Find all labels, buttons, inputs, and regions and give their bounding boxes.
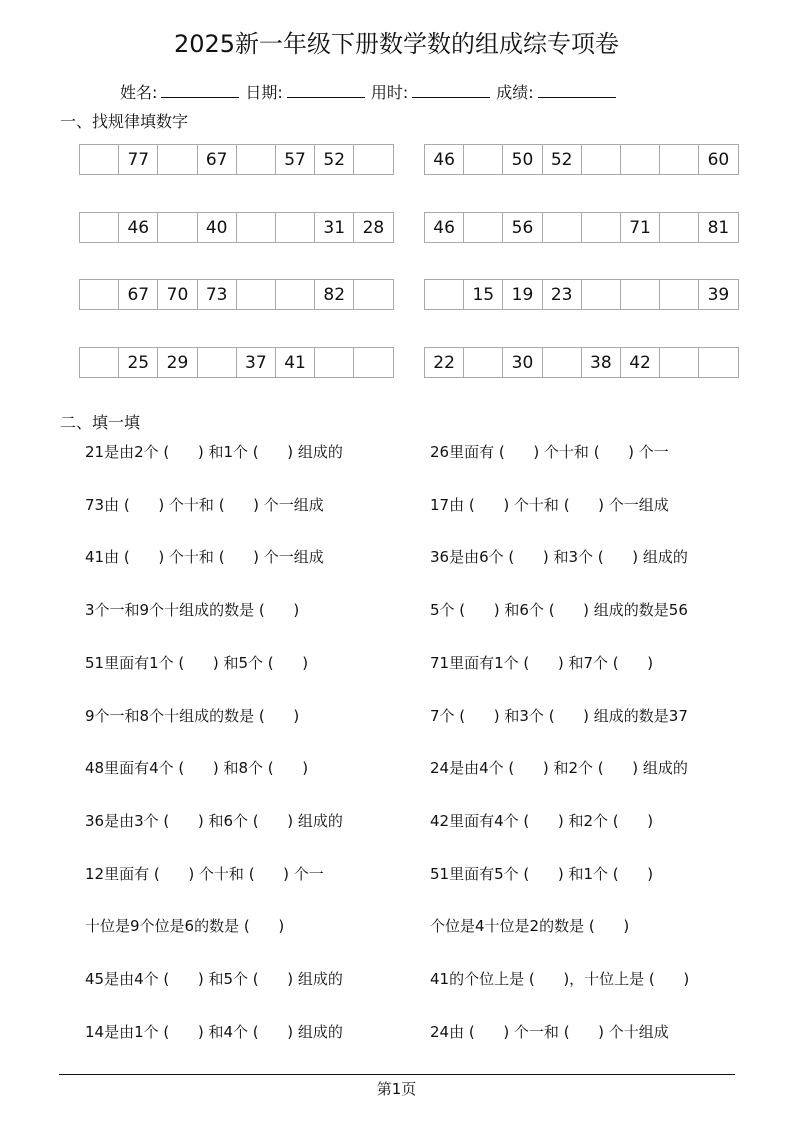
blank-cell[interactable] (621, 145, 660, 175)
fill-in-question: 48里面有4个 ( ) 和8个 ( ) (85, 759, 309, 778)
number-cell: 41 (276, 348, 315, 378)
blank-cell[interactable] (237, 213, 276, 243)
number-cell: 77 (119, 145, 158, 175)
blank-cell[interactable] (425, 280, 464, 310)
blank-cell[interactable] (543, 213, 582, 243)
number-cell: 29 (158, 348, 197, 378)
number-cell: 42 (621, 348, 660, 378)
fill-in-question: 24是由4个 ( ) 和2个 ( ) 组成的 (430, 759, 688, 778)
number-cell: 46 (425, 213, 464, 243)
score-blank[interactable] (538, 83, 616, 98)
number-sequence-grid (79, 144, 394, 175)
number-sequence-grid (79, 212, 394, 243)
blank-cell[interactable] (543, 348, 582, 378)
number-cell: 37 (237, 348, 276, 378)
student-info-line (120, 80, 622, 103)
number-sequence-grid (424, 279, 739, 310)
fill-in-question: 73由 ( ) 个十和 ( ) 个一组成 (85, 495, 324, 514)
number-cell: 82 (315, 280, 354, 310)
number-cell: 52 (543, 145, 582, 175)
fill-in-question: 45是由4个 ( ) 和5个 ( ) 组成的 (85, 970, 343, 988)
fill-in-question: 14是由1个 ( ) 和4个 ( ) 组成的 (85, 1022, 343, 1041)
fill-in-question: 41的个位上是 ( )，十位上是 ( ) (430, 970, 690, 988)
blank-cell[interactable] (158, 213, 197, 243)
fill-in-question: 十位是9个位是6的数是 ( ) (85, 917, 285, 936)
fill-in-question: 41由 ( ) 个十和 ( ) 个一组成 (85, 548, 324, 567)
number-cell: 19 (503, 280, 542, 310)
fill-in-question: 26里面有 ( ) 个十和 ( ) 个一 (430, 443, 669, 461)
name-label: 姓名: (120, 83, 158, 102)
fill-in-question: 7个 ( ) 和3个 ( ) 组成的数是37 (430, 706, 688, 725)
number-cell: 31 (315, 213, 354, 243)
time-label: 用时: (370, 83, 409, 102)
number-cell: 70 (158, 280, 197, 310)
number-cell: 28 (354, 213, 393, 243)
date-label: 日期: (245, 83, 283, 102)
number-cell: 57 (276, 145, 315, 175)
fill-in-question: 5个 ( ) 和6个 ( ) 组成的数是56 (430, 601, 688, 620)
fill-in-question: 个位是4十位是2的数是 ( ) (430, 917, 630, 936)
blank-cell[interactable] (80, 213, 119, 243)
page-title: 2025新一年级下册数学数的组成综专项卷 (173, 30, 620, 58)
page-number: 第1页 (376, 1080, 417, 1098)
blank-cell[interactable] (354, 348, 393, 378)
number-cell: 71 (621, 213, 660, 243)
date-blank[interactable] (287, 83, 365, 98)
section-2-heading: 二、填一填 (60, 413, 141, 432)
fill-in-question: 21是由2个 ( ) 和1个 ( ) 组成的 (85, 443, 343, 461)
fill-in-question: 51里面有5个 ( ) 和1个 ( ) (430, 864, 654, 883)
number-cell: 50 (503, 145, 542, 175)
name-blank[interactable] (161, 83, 239, 98)
fill-in-question: 36是由3个 ( ) 和6个 ( ) 组成的 (85, 811, 343, 830)
fill-in-question: 71里面有1个 ( ) 和7个 ( ) (430, 653, 654, 672)
number-cell: 15 (464, 280, 503, 310)
blank-cell[interactable] (158, 145, 197, 175)
blank-cell[interactable] (464, 145, 503, 175)
number-cell: 23 (543, 280, 582, 310)
number-cell: 22 (425, 348, 464, 378)
blank-cell[interactable] (276, 280, 315, 310)
blank-cell[interactable] (660, 280, 699, 310)
blank-cell[interactable] (464, 213, 503, 243)
number-cell: 25 (119, 348, 158, 378)
number-cell: 39 (699, 280, 738, 310)
number-cell: 40 (198, 213, 237, 243)
footer-divider (59, 1074, 735, 1075)
fill-in-question: 9个一和8个十组成的数是 ( ) (85, 706, 300, 725)
number-sequence-grid (424, 347, 739, 378)
fill-in-question: 36是由6个 ( ) 和3个 ( ) 组成的 (430, 548, 688, 567)
blank-cell[interactable] (276, 213, 315, 243)
number-cell: 46 (119, 213, 158, 243)
fill-in-question: 3个一和9个十组成的数是 ( ) (85, 601, 300, 620)
number-cell: 73 (198, 280, 237, 310)
number-cell: 38 (582, 348, 621, 378)
number-sequence-grid (79, 279, 394, 310)
blank-cell[interactable] (237, 280, 276, 310)
blank-cell[interactable] (699, 348, 738, 378)
fill-in-question: 12里面有 ( ) 个十和 ( ) 个一 (85, 864, 324, 883)
fill-in-question: 24由 ( ) 个一和 ( ) 个十组成 (430, 1022, 669, 1041)
blank-cell[interactable] (80, 145, 119, 175)
blank-cell[interactable] (464, 348, 503, 378)
blank-cell[interactable] (80, 280, 119, 310)
number-cell: 56 (503, 213, 542, 243)
blank-cell[interactable] (582, 213, 621, 243)
fill-in-question: 42里面有4个 ( ) 和2个 ( ) (430, 811, 654, 830)
number-sequence-grid (424, 144, 739, 175)
blank-cell[interactable] (237, 145, 276, 175)
blank-cell[interactable] (582, 280, 621, 310)
number-sequence-grid (424, 212, 739, 243)
fill-in-question: 51里面有1个 ( ) 和5个 ( ) (85, 653, 309, 672)
number-cell: 81 (699, 213, 738, 243)
blank-cell[interactable] (660, 145, 699, 175)
blank-cell[interactable] (80, 348, 119, 378)
number-cell: 46 (425, 145, 464, 175)
blank-cell[interactable] (198, 348, 237, 378)
blank-cell[interactable] (354, 145, 393, 175)
number-sequence-grid (79, 347, 394, 378)
number-cell: 60 (699, 145, 738, 175)
time-blank[interactable] (412, 83, 490, 98)
blank-cell[interactable] (660, 348, 699, 378)
blank-cell[interactable] (660, 213, 699, 243)
section-1-heading: 一、找规律填数字 (60, 112, 189, 131)
score-label: 成绩: (496, 83, 534, 102)
blank-cell[interactable] (621, 280, 660, 310)
number-cell: 67 (119, 280, 158, 310)
number-cell: 67 (198, 145, 237, 175)
fill-in-question: 17由 ( ) 个十和 ( ) 个一组成 (430, 495, 669, 514)
blank-cell[interactable] (315, 348, 354, 378)
number-cell: 30 (503, 348, 542, 378)
blank-cell[interactable] (354, 280, 393, 310)
number-cell: 52 (315, 145, 354, 175)
blank-cell[interactable] (582, 145, 621, 175)
